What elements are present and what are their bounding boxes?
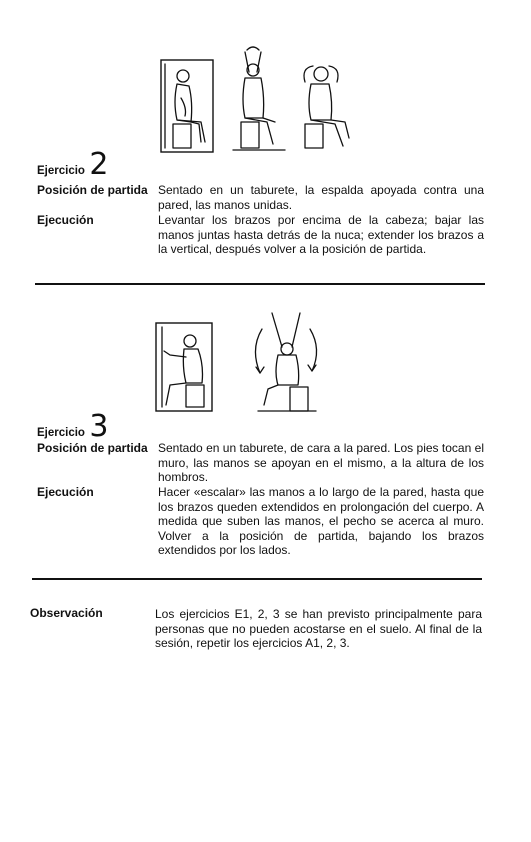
- execution-label: Ejecución: [37, 213, 94, 227]
- exercise-3-illustration: [150, 305, 325, 417]
- exercise-2-figure-hands-neck: [304, 66, 349, 148]
- section-divider: [32, 578, 482, 580]
- exercise-2-heading: [37, 147, 109, 182]
- execution-text: Levantar los brazos por encima de la cabeza; bajar las manos juntas hasta detrás de la nuca; extender los brazos a la vertical, después volver a la posición de partida.: [158, 213, 484, 256]
- exercise-label: Ejercicio: [37, 165, 85, 177]
- start-position-text: Sentado en un taburete, la espalda apoyada contra una pared, las manos unidas.: [158, 183, 484, 212]
- start-position-label: Posición de partida: [37, 441, 148, 455]
- exercise-3-figure-start: [156, 323, 212, 411]
- exercise-2-figure-start: [161, 60, 213, 152]
- exercise-3-heading: [37, 409, 109, 444]
- section-divider: [35, 283, 485, 285]
- exercise-label: Ejercicio: [37, 427, 85, 439]
- exercise-2-illustration: [155, 42, 365, 160]
- exercise-3-figure-arms-up: [255, 313, 316, 411]
- exercise-number: 2: [89, 147, 109, 182]
- execution-text: Hacer «escalar» las manos a lo largo de la pared, hasta que los brazos queden extendidos en prolongación del cuerpo. A medida que suben las manos, el pecho se acerca al muro. Volver a la posición de partida, bajando los brazos extendidos por los lados.: [158, 485, 484, 557]
- start-position-text: Sentado en un taburete, de cara a la pared. Los pies tocan el muro, las manos se apoyan en el mismo, a la altura de los hombros.: [158, 441, 484, 484]
- exercise-2-figure-arms-up: [233, 47, 285, 150]
- observation-text: Los ejercicios E1, 2, 3 se han previsto principalmente para personas que no pueden acostarse en el suelo. Al final de la sesión, repetir los ejercicios A1, 2, 3.: [155, 607, 482, 650]
- execution-label: Ejecución: [37, 485, 94, 499]
- exercise-number: 3: [89, 409, 109, 444]
- start-position-label: Posición de partida: [37, 183, 148, 197]
- observation-label: Observación: [30, 606, 103, 620]
